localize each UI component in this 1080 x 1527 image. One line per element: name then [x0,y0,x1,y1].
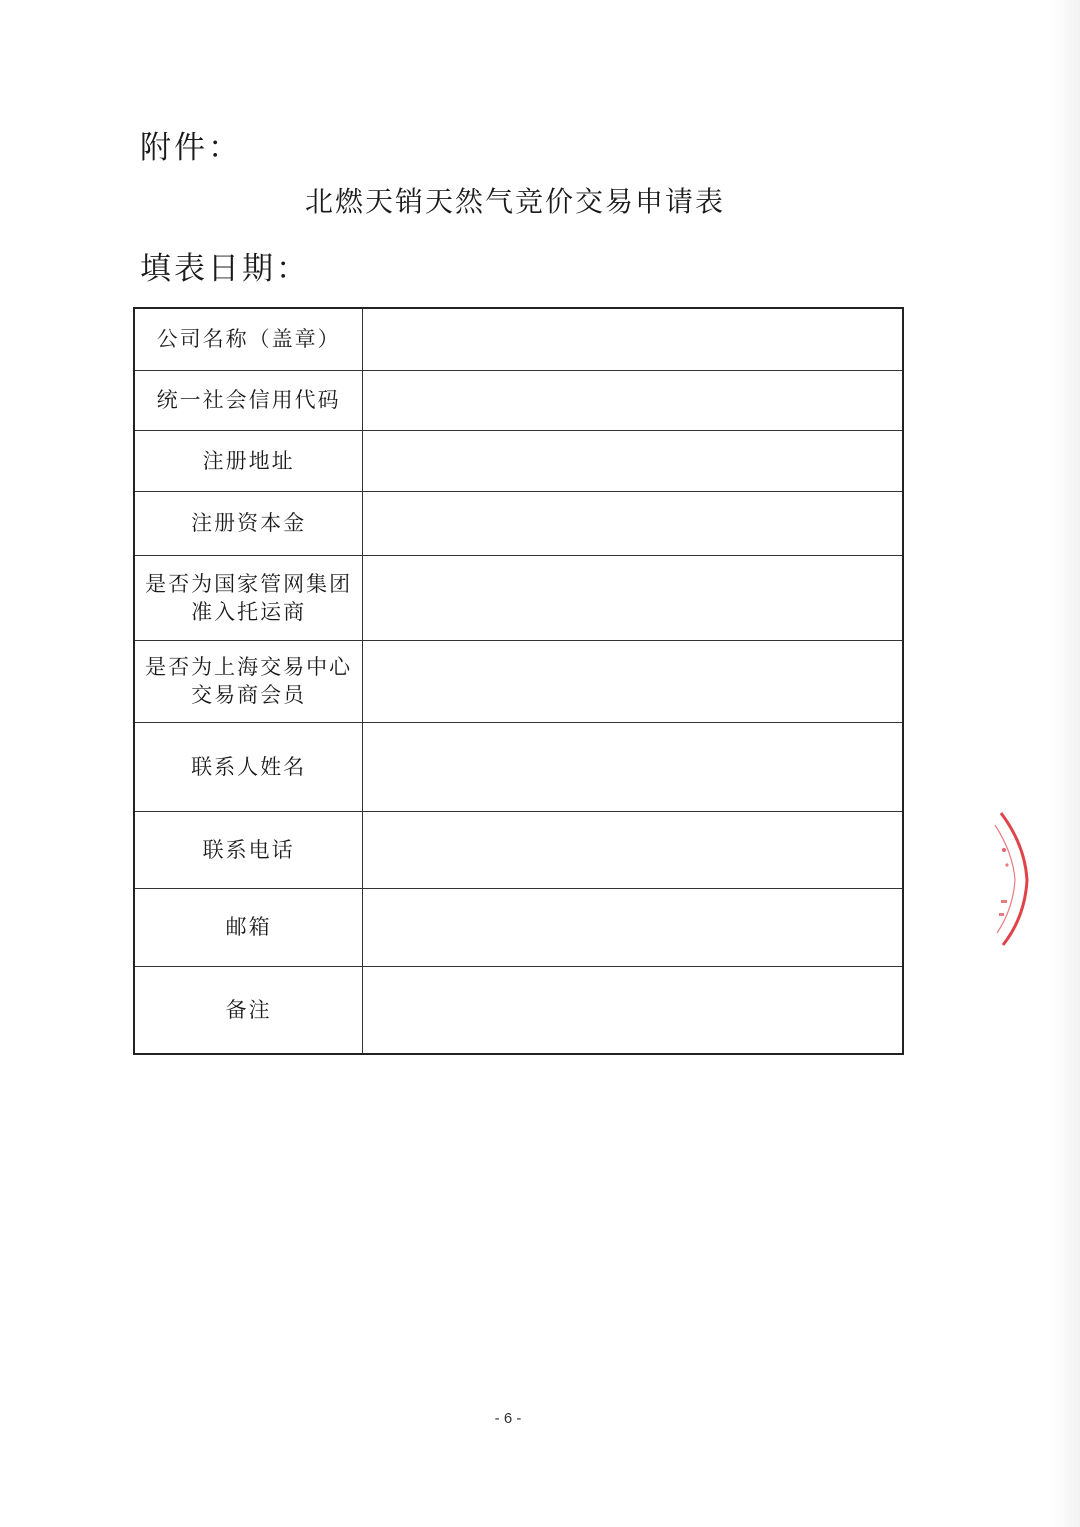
remarks-label: 备注 [134,966,363,1054]
page-edge-shading [1050,0,1080,1527]
pipeline-shipper-label-line2: 准入托运商 [191,599,307,624]
table-row [134,966,903,1054]
pipeline-shipper-field[interactable] [363,555,903,640]
remarks-field[interactable] [363,966,903,1054]
company-name-label: 公司名称（盖章） [134,308,363,370]
attachment-label: 附件： [140,130,242,166]
red-seal-stamp-fragment [985,805,1045,955]
company-name-field[interactable] [363,308,903,370]
contact-name-label: 联系人姓名 [134,722,363,811]
pipeline-shipper-label [134,555,363,640]
form-title: 北燃天销天然气竞价交易申请表 [304,185,725,218]
application-form-table [133,307,904,1055]
table-row [134,308,903,370]
pipeline-shipper-label-line1: 是否为国家管网集团 [145,571,353,596]
table-row [134,640,903,722]
registered-address-label: 注册地址 [134,430,363,491]
table-row [134,555,903,640]
table-row [134,722,903,811]
shanghai-exchange-member-label-line1: 是否为上海交易中心 [145,655,353,679]
credit-code-label: 统一社会信用代码 [134,370,363,430]
page-number: - 6 - [494,1410,522,1427]
shanghai-exchange-member-label [134,640,363,722]
registered-capital-label: 注册资本金 [134,491,363,555]
table-row [134,811,903,888]
shanghai-exchange-member-label-line2: 交易商会员 [191,683,307,707]
email-field[interactable] [363,888,903,966]
table-row [134,370,903,430]
contact-phone-field[interactable] [363,811,903,888]
credit-code-field[interactable] [363,370,903,430]
table-row [134,491,903,555]
registered-address-field[interactable] [363,430,903,491]
table-row [134,430,903,491]
contact-name-field[interactable] [363,722,903,811]
email-label: 邮箱 [134,888,363,966]
fill-date-label: 填表日期： [140,251,310,287]
table-row [134,888,903,966]
registered-capital-field[interactable] [363,491,903,555]
contact-phone-label: 联系电话 [134,811,363,888]
shanghai-exchange-member-field[interactable] [363,640,903,722]
